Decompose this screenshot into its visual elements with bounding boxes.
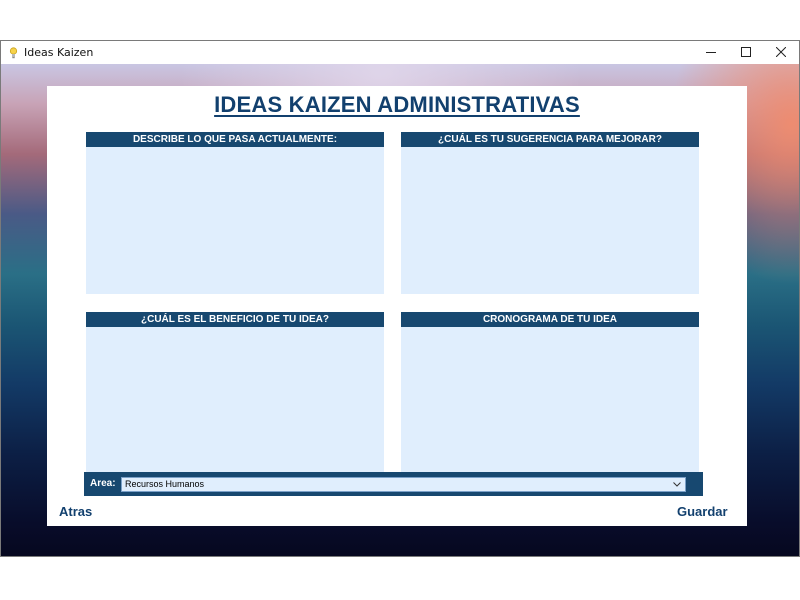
back-button[interactable]: Atras xyxy=(59,504,93,519)
suggestion-section xyxy=(401,132,699,294)
current-situation-input[interactable] xyxy=(86,147,384,294)
schedule-section xyxy=(401,312,699,474)
close-icon xyxy=(776,44,786,62)
lightbulb-icon xyxy=(9,46,18,58)
form-panel xyxy=(47,86,747,526)
schedule-header: CRONOGRAMA DE TU IDEA xyxy=(401,312,699,327)
minimize-button[interactable] xyxy=(693,41,729,64)
window-title: Ideas Kaizen xyxy=(24,46,94,59)
maximize-button[interactable] xyxy=(728,41,764,64)
suggestion-header: ¿CUÁL ES TU SUGERENCIA PARA MEJORAR? xyxy=(401,132,699,147)
chevron-down-icon[interactable] xyxy=(670,478,684,491)
minimize-icon xyxy=(706,44,716,62)
title-bar[interactable] xyxy=(1,41,799,64)
save-button[interactable]: Guardar xyxy=(677,504,728,519)
area-selected-value: Recursos Humanos xyxy=(125,479,205,489)
form-background xyxy=(1,64,799,556)
benefit-section xyxy=(86,312,384,474)
close-button[interactable] xyxy=(763,41,799,64)
benefit-header: ¿CUÁL ES EL BENEFICIO DE TU IDEA? xyxy=(86,312,384,327)
schedule-input[interactable] xyxy=(401,327,699,474)
area-bar xyxy=(84,472,703,496)
page-title: IDEAS KAIZEN ADMINISTRATIVAS xyxy=(214,92,580,117)
area-select[interactable] xyxy=(121,477,686,492)
app-window xyxy=(0,40,800,557)
maximize-icon xyxy=(741,44,751,62)
area-label: Area: xyxy=(90,478,116,489)
current-situation-header: DESCRIBE LO QUE PASA ACTUALMENTE: xyxy=(86,132,384,147)
suggestion-input[interactable] xyxy=(401,147,699,294)
current-situation-section xyxy=(86,132,384,294)
benefit-input[interactable] xyxy=(86,327,384,474)
